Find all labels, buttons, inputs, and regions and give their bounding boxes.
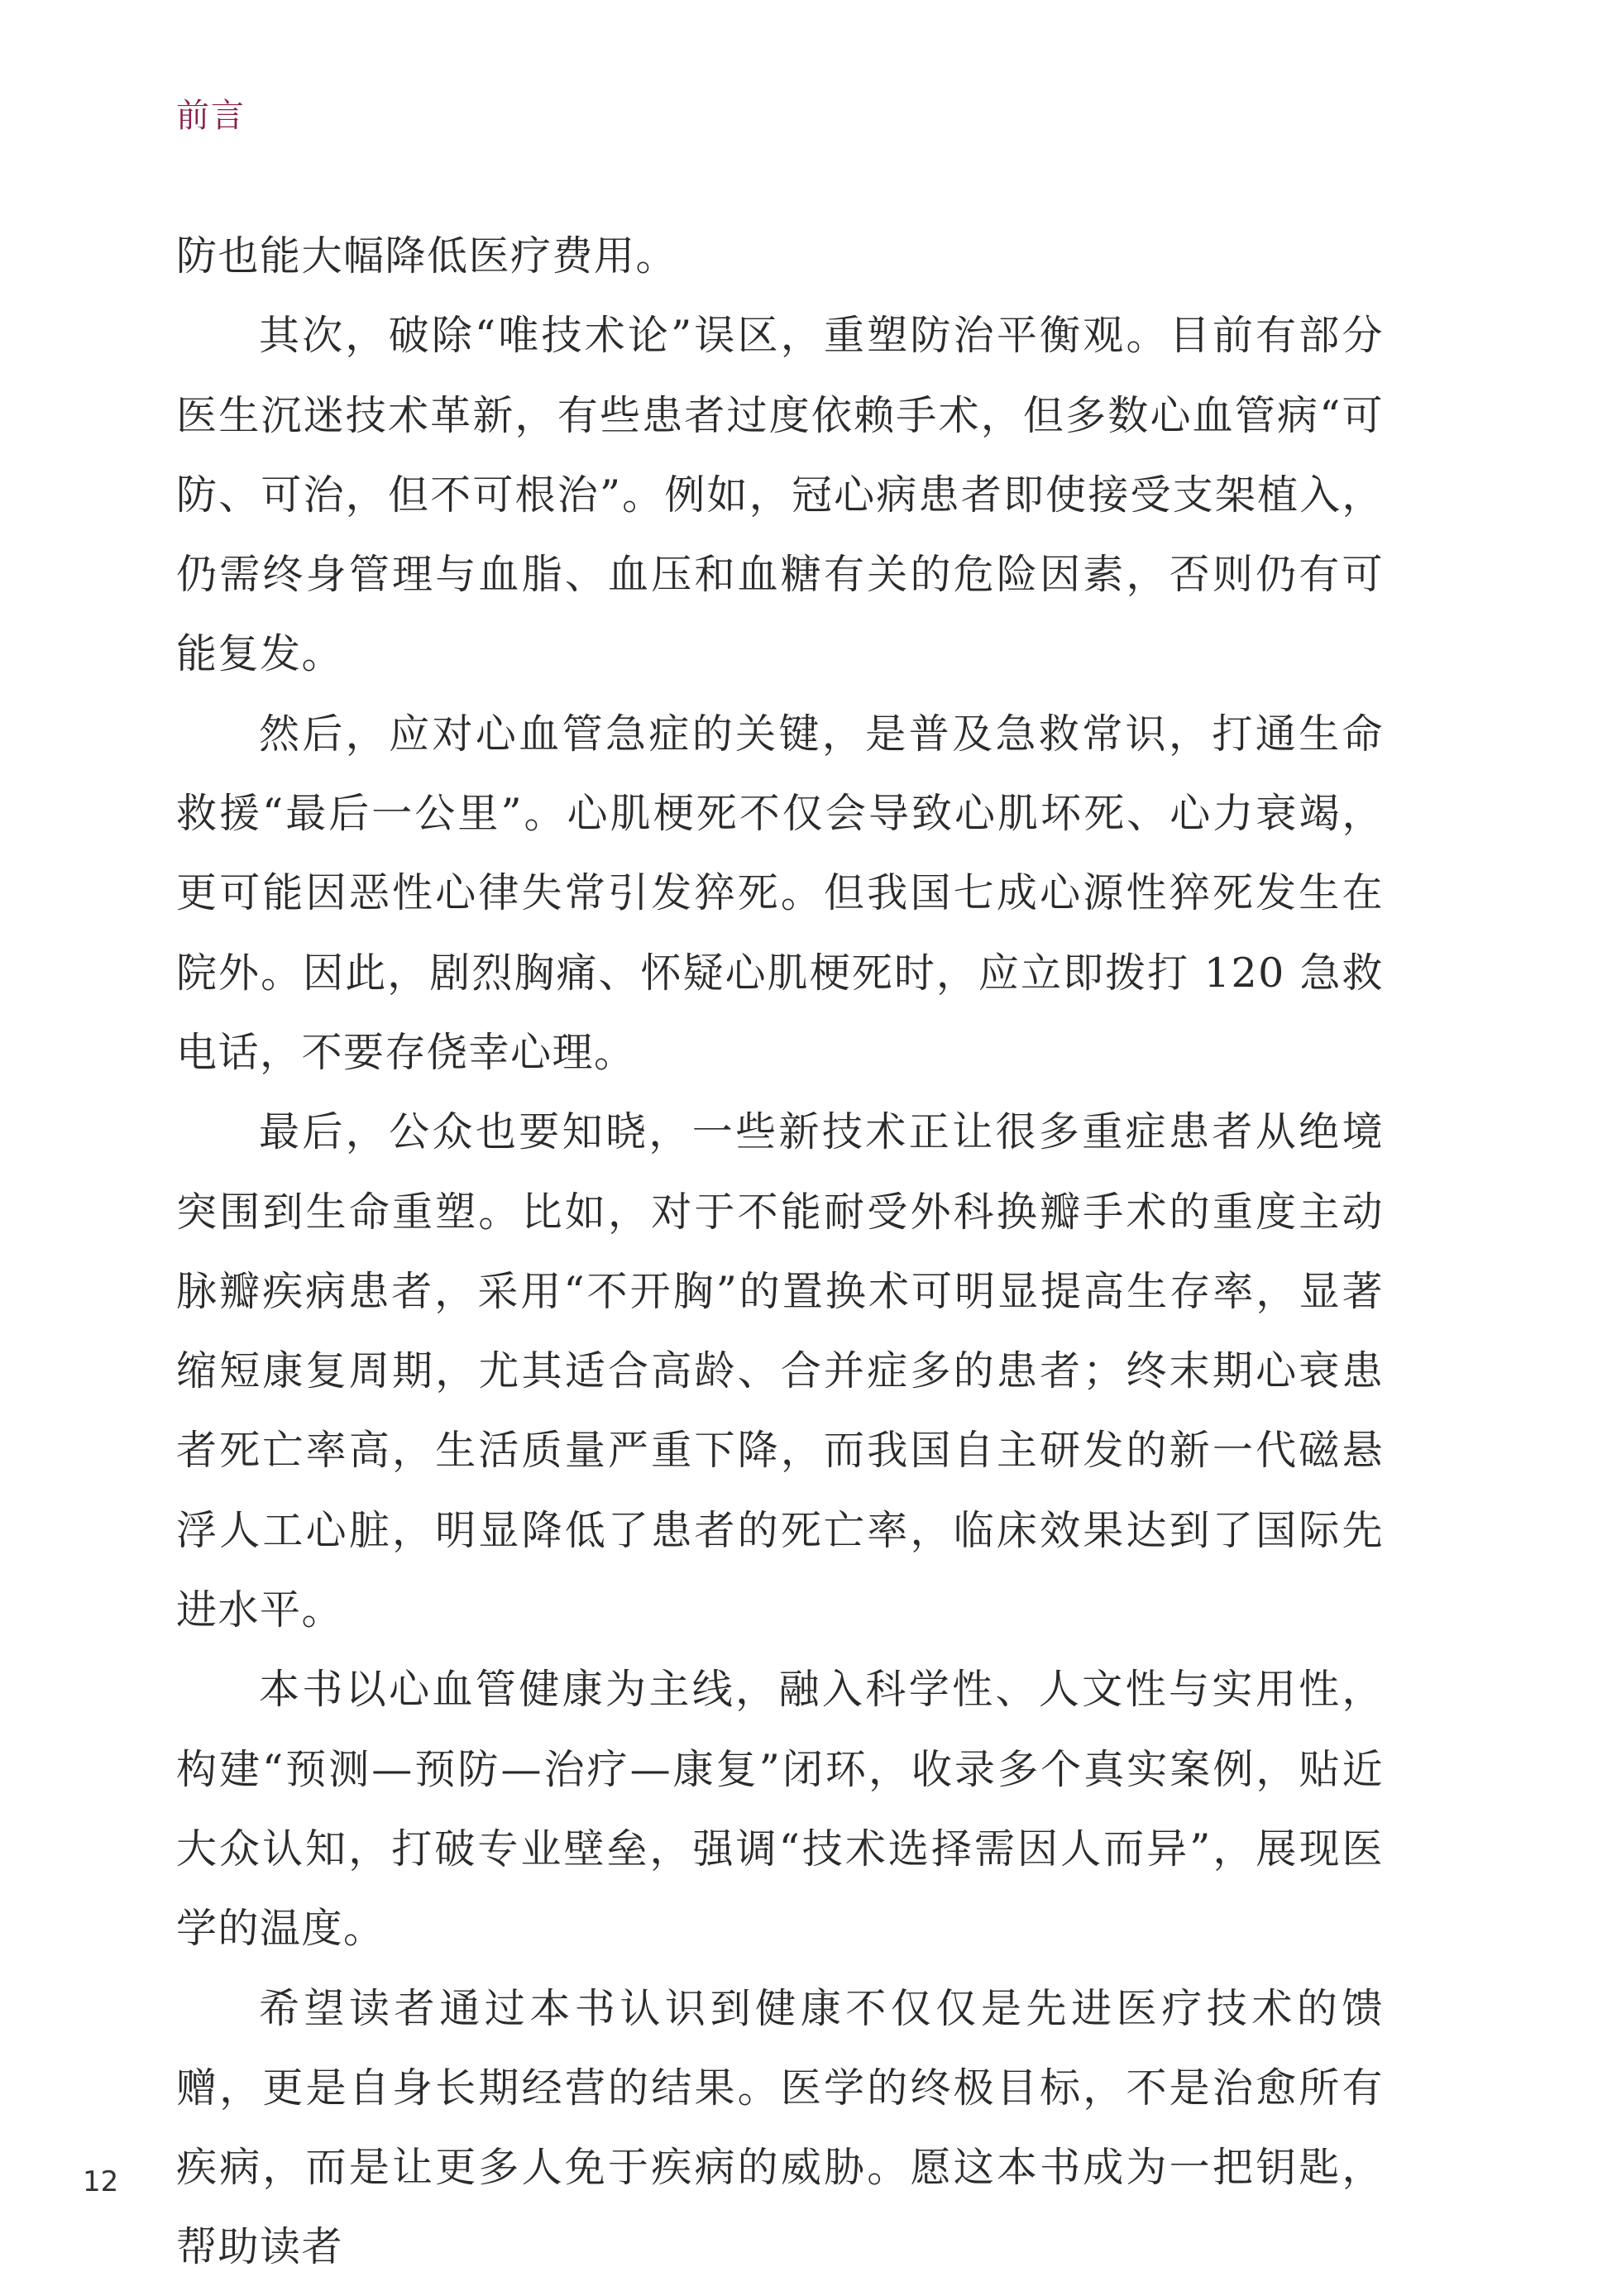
paragraph-new-technology: 最后，公众也要知晓，一些新技术正让很多重症患者从绝境突围到生命重塑。比如，对于不能耐受外科换瓣手术的重度主动脉瓣疾病患者，采用“不开胸”的置换术可明显提高生存率，显著缩短康复周期，尤其适合高龄、合并症多的患者；终末期心衰患者死亡率高，生活质量严重下降，而我国自主研发的新一代磁悬浮人工心脏，明显降低了患者的死亡率，临床效果达到了国际先进水平。 — [176, 1108, 1384, 1634]
page-number: 12 — [83, 2165, 119, 2198]
body-text — [176, 217, 1384, 2288]
paragraph-emergency-care: 然后，应对心血管急症的关键，是普及急救常识，打通生命救援“最后一公里”。心肌梗死不仅会导致心肌坏死、心力衰竭，更可能因恶性心律失常引发猝死。但我国七成心源性猝死发生在院外。因此，剧烈胸痛、怀疑心肌梗死时，应立即拨打 120 急救电话，不要存侥幸心理。 — [176, 710, 1384, 1076]
paragraph-tech-balance: 其次，破除“唯技术论”误区，重塑防治平衡观。目前有部分医生沉迷技术革新，有些患者过度依赖手术，但多数心血管病“可防、可治，但不可根治”。例如，冠心病患者即使接受支架植入，仍需终身管理与血脂、血压和血糖有关的危险因素，否则仍有可能复发。 — [176, 312, 1384, 678]
paragraph-reader-hopes: 希望读者通过本书认识到健康不仅仅是先进医疗技术的馈赠，更是自身长期经营的结果。医学的终极目标，不是治愈所有疾病，而是让更多人免于疾病的威胁。愿这本书成为一把钥匙，帮助读者 — [176, 1984, 1384, 2271]
paragraph-continued: 防也能大幅降低医疗费用。 — [176, 232, 678, 280]
paragraph-book-overview: 本书以心血管健康为主线，融入科学性、人文性与实用性，构建“预测—预防—治疗—康复”闭环，收录多个真实案例，贴近大众认知，打破专业壁垒，强调“技术选择需因人而异”，展现医学的温度。 — [176, 1666, 1384, 1953]
running-header-section-title: 前言 — [176, 97, 246, 135]
